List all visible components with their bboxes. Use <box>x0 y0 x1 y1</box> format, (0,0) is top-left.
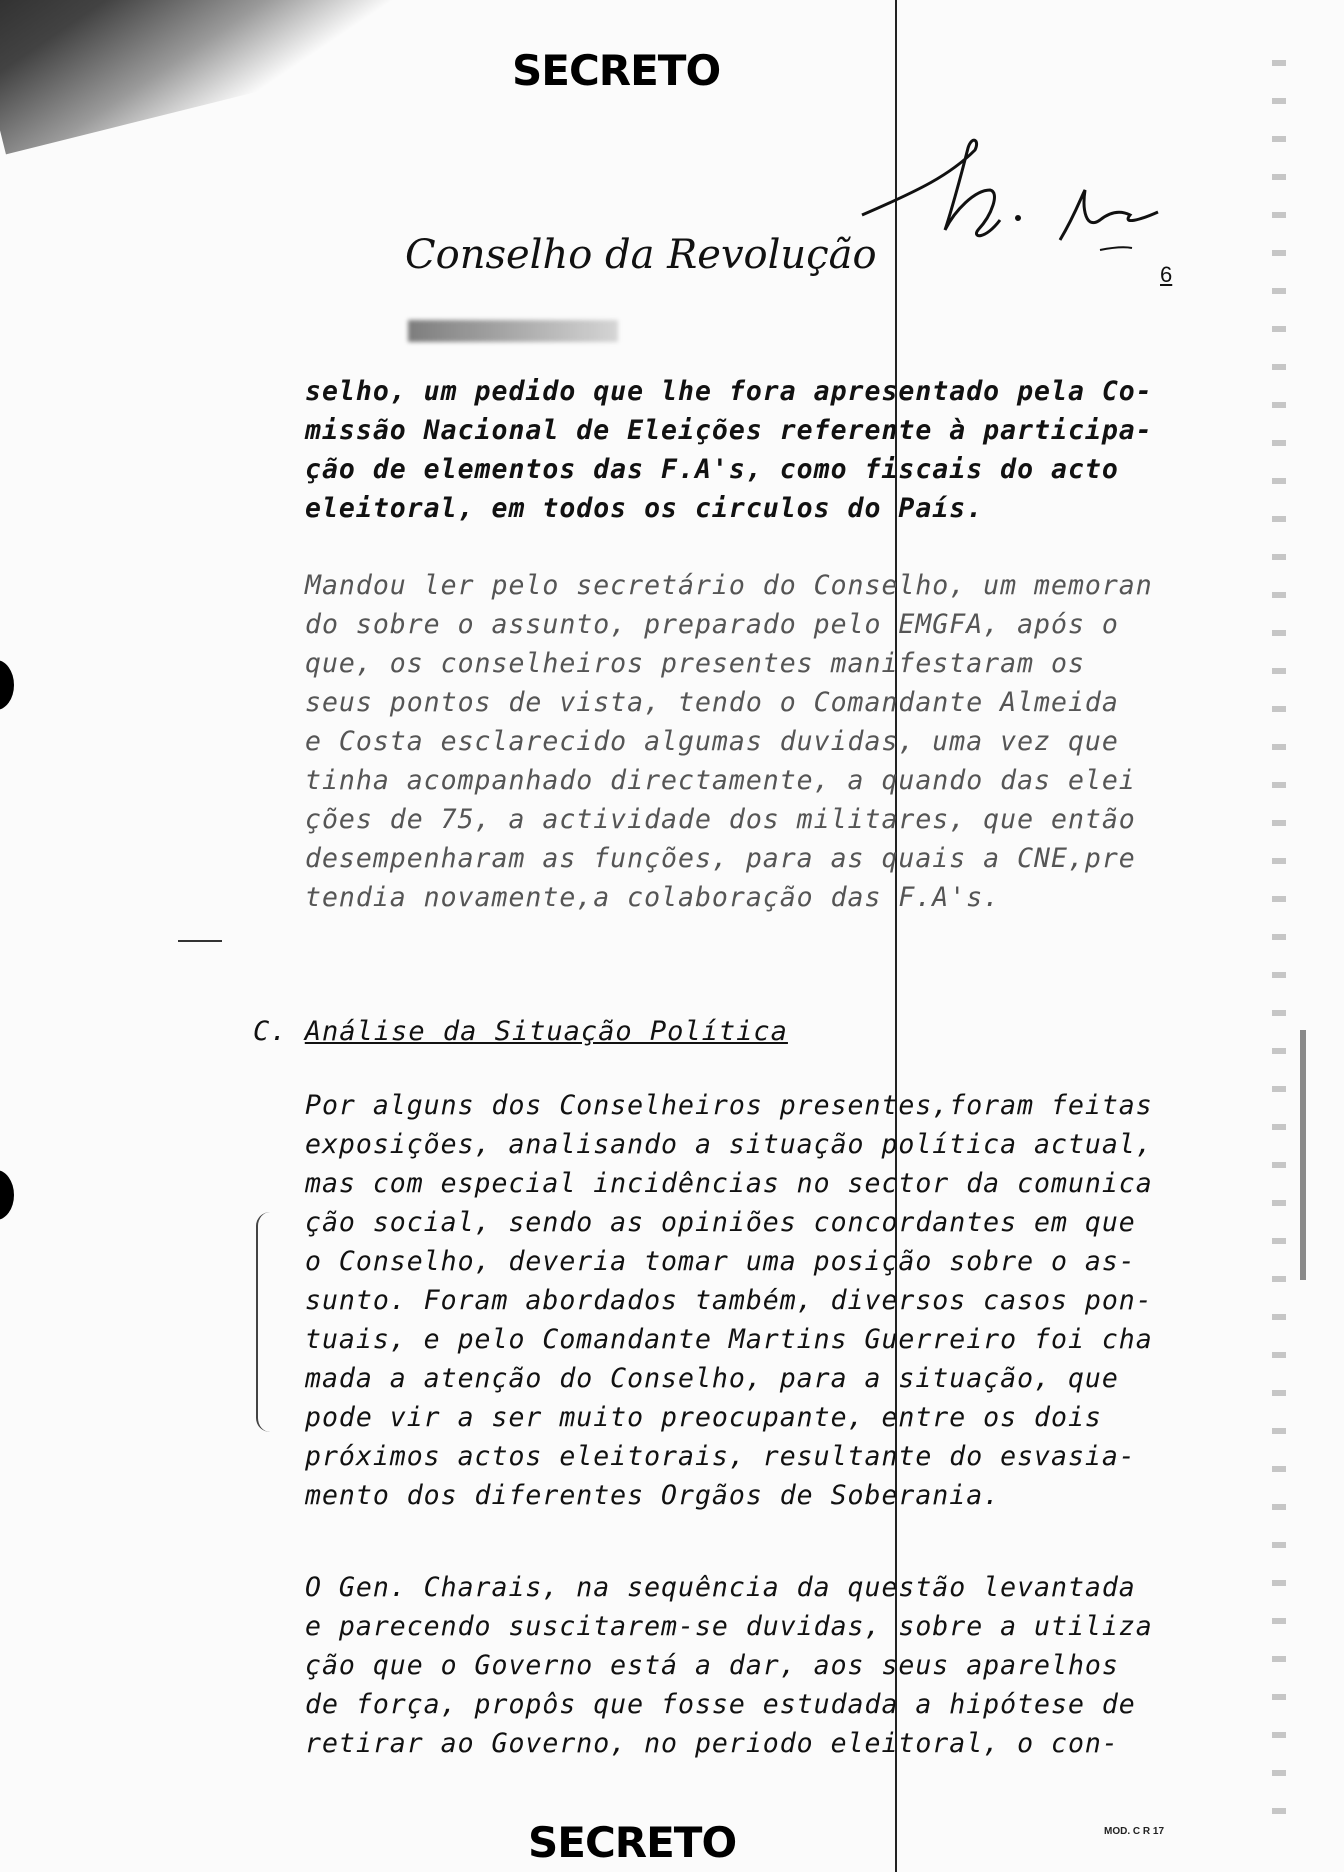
handwritten-signature <box>860 120 1180 290</box>
margin-mark <box>178 940 222 942</box>
section-letter: C. <box>253 1016 288 1047</box>
paragraph-3: Por alguns dos Conselheiros presentes,foram feitas exposições, analisando a situação política actual, mas com especial incidências no sector da comunica ção social, sendo as opiniões concordantes em que o Conselho, deveria tomar uma posição sobre o as- sunto. Foram abordados também, diversos casos pon- tuais, e pelo Comandante Martins Guerreiro foi cha mada a atenção do Conselho, para a situação, que pode vir a ser muito preocupante, entre os dois próximos actos eleitorais, resultante do esvasia- mento dos diferentes Orgãos de Soberania. <box>305 1090 1153 1511</box>
paragraph-4: O Gen. Charais, na sequência da questão levantada e parecendo suscitarem-se duvidas, sobre a utiliza ção que o Governo está a dar, aos seus aparelhos de força, propôs que fosse estudada a hipótese de retirar ao Governo, no periodo eleitoral, o con- <box>305 1572 1153 1759</box>
section-heading <box>253 1016 788 1047</box>
illegible-smudge <box>408 320 618 342</box>
form-code: MOD. C R 17 <box>1104 1826 1165 1837</box>
margin-bracket <box>256 1212 272 1432</box>
classification-footer: SECRETO <box>528 1818 737 1867</box>
punch-hole <box>0 660 14 710</box>
paragraph-1: selho, um pedido que lhe fora apresentado pela Co- missão Nacional de Eleições referente à participa- ção de elementos das F.A's, como fiscais do acto eleitoral, em todos os circulos do País. <box>305 376 1153 524</box>
punch-hole <box>0 1170 14 1220</box>
scan-right-edge-marks <box>1272 60 1286 1840</box>
scan-right-edge-bar <box>1300 1030 1306 1280</box>
scan-corner-smudge <box>0 0 511 154</box>
page-number: 6 <box>1160 262 1173 287</box>
paragraph-2: Mandou ler pelo secretário do Conselho, um memoran do sobre o assunto, preparado pelo EMGFA, após o que, os conselheiros presentes manifestaram os seus pontos de vista, tendo o Comandante Almeida e Costa esclarecido algumas duvidas, uma vez que tinha acompanhado directamente, a quando das elei ções de 75, a actividade dos militares, que então desempenharam as funções, para as quais a CNE,pre tendia novamente,a colaboração das F.A's. <box>305 570 1153 913</box>
section-title: Análise da Situação Política <box>304 1016 788 1047</box>
classification-header: SECRETO <box>512 46 721 95</box>
letterhead-title: Conselho da Revolução <box>405 232 877 278</box>
